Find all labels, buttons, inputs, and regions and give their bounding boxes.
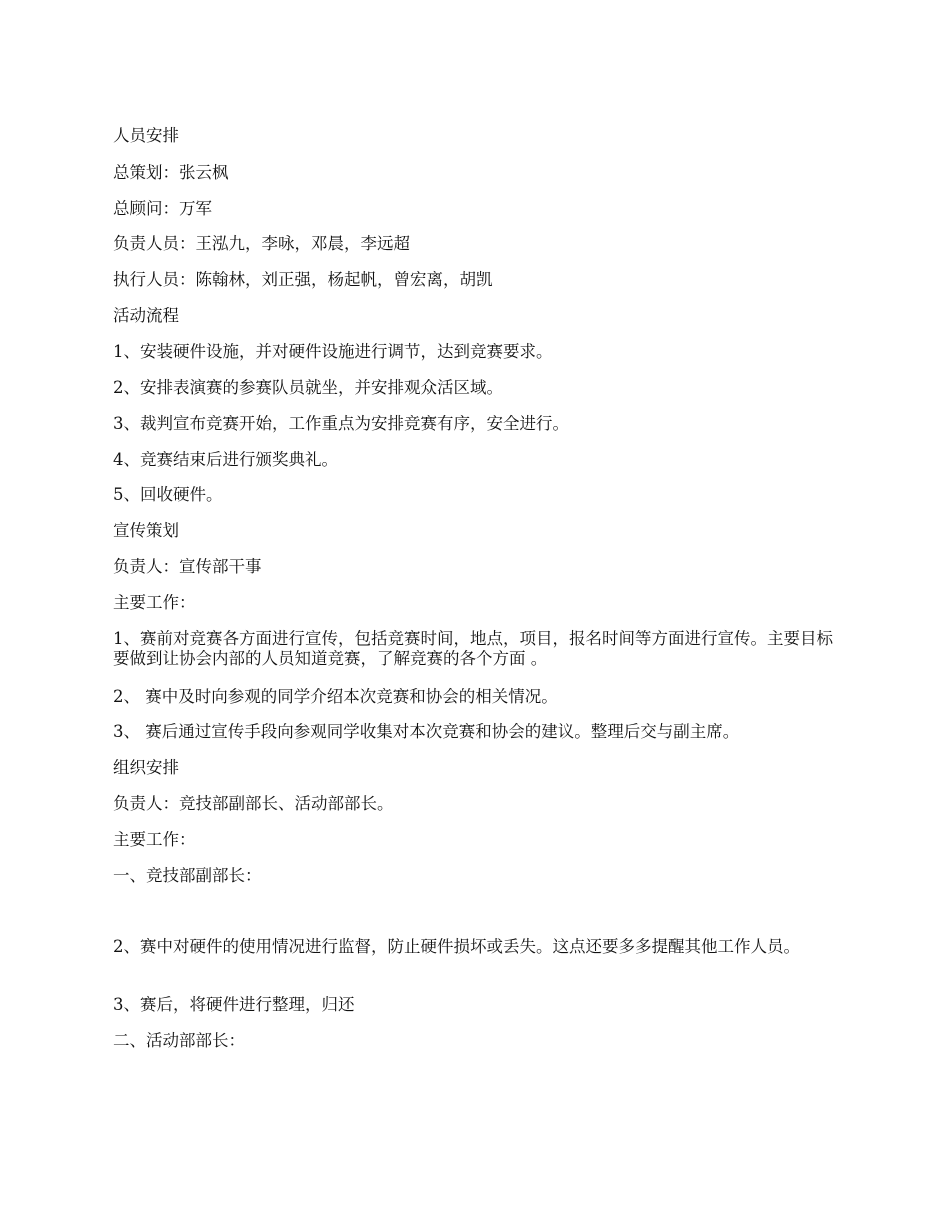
- organization-main-work: 主要工作：: [113, 830, 196, 849]
- publicity-responsible: 负责人：宣传部干事: [113, 557, 262, 576]
- organization-heading: 组织安排: [113, 758, 179, 777]
- publicity-main-work: 主要工作：: [113, 593, 196, 612]
- chief-advisor: 总顾问：万军: [113, 199, 212, 218]
- process-step: 1、安装硬件设施，并对硬件设施进行调节，达到竞赛要求。: [113, 342, 553, 361]
- process-step: 4、竞赛结束后进行颁奖典礼。: [113, 450, 338, 469]
- organization-responsible: 负责人：竞技部副部长、活动部部长。: [113, 794, 394, 813]
- process-step: 5、回收硬件。: [113, 485, 223, 504]
- publicity-item: 1、赛前对竞赛各方面进行宣传，包括竞赛时间，地点，项目，报名时间等方面进行宣传。主要目标要做到让协会内部的人员知道竞赛，了解竞赛的各个方面 。: [113, 629, 833, 668]
- section-one-heading: 一、竞技部副部长：: [113, 866, 262, 885]
- process-step: 2、安排表演赛的参赛队员就坐，并安排观众活区域。: [113, 378, 503, 397]
- chief-planner: 总策划：张云枫: [113, 163, 229, 182]
- process-heading: 活动流程: [113, 306, 179, 325]
- responsible-persons: 负责人员：王泓九，李咏，邓晨，李远超: [113, 234, 410, 253]
- publicity-item: 2、 赛中及时向参观的同学介绍本次竞赛和协会的相关情况。: [113, 687, 558, 706]
- section-one-item: 3、赛后，将硬件进行整理，归还: [113, 995, 355, 1014]
- publicity-item: 3、 赛后通过宣传手段向参观同学收集对本次竞赛和协会的建议。整理后交与副主席。: [113, 722, 740, 741]
- section-one-item: 2、赛中对硬件的使用情况进行监督，防止硬件损坏或丢失。这点还要多多提醒其他工作人员。: [113, 937, 800, 956]
- personnel-heading: 人员安排: [113, 126, 179, 145]
- executors: 执行人员：陈翰林，刘正强，杨起帆，曾宏离，胡凯: [113, 270, 493, 289]
- publicity-heading: 宣传策划: [113, 521, 179, 540]
- process-step: 3、裁判宣布竞赛开始，工作重点为安排竞赛有序，安全进行。: [113, 414, 569, 433]
- section-two-heading: 二、活动部部长：: [113, 1031, 245, 1050]
